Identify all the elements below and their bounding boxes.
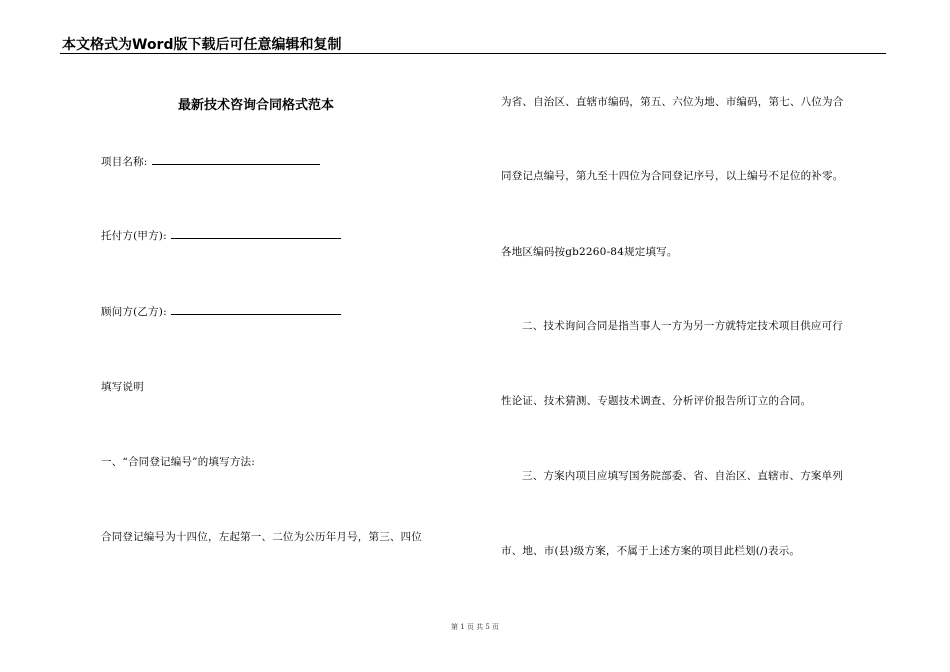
consultant-field	[101, 304, 341, 319]
client-field	[101, 228, 341, 243]
client-blank	[171, 228, 341, 239]
consultant-label: 顾问方(乙方):	[101, 306, 167, 318]
right-p2-line2: 性论证、技术猜测、专题技术调查、分析评价报告所订立的合同。	[501, 395, 812, 407]
header-banner: 本文格式为Word版下载后可任意编辑和复制	[62, 37, 342, 53]
right-p1-line1: 为省、自治区、直辖市编码，第五、六位为地、市编码，第七、八位为合	[501, 96, 844, 108]
right-p1-line2: 同登记点编号，第九至十四位为合同登记序号，以上编号不足位的补零。	[501, 170, 844, 182]
project-name-label: 项目名称:	[101, 156, 148, 168]
instructions-heading: 填写说明	[101, 381, 144, 393]
right-p3-line2: 市、地、市(县)级方案，不属于上述方案的项目此栏划(/)表示。	[501, 545, 801, 557]
consultant-blank	[171, 304, 341, 315]
header-divider	[60, 53, 886, 54]
document-title: 最新技术咨询合同格式范本	[178, 98, 335, 113]
client-label: 托付方(甲方):	[101, 230, 167, 242]
project-name-blank	[152, 154, 320, 165]
page-footer: 第 1 页 共 5 页	[450, 623, 500, 631]
item1-text: 合同登记编号为十四位，左起第一、二位为公历年月号，第三、四位	[101, 531, 422, 543]
item1-heading: 一、“合同登记编号”的填写方法:	[101, 456, 255, 468]
right-p2-line1: 二、技术询问合同是指当事人一方为另一方就特定技术项目供应可行	[522, 320, 843, 332]
right-p1-line3: 各地区编码按gb2260-84规定填写。	[501, 246, 678, 258]
project-name-field	[101, 154, 320, 169]
right-p3-line1: 三、方案内项目应填写国务院部委、省、自治区、直辖市、方案单列	[522, 470, 843, 482]
